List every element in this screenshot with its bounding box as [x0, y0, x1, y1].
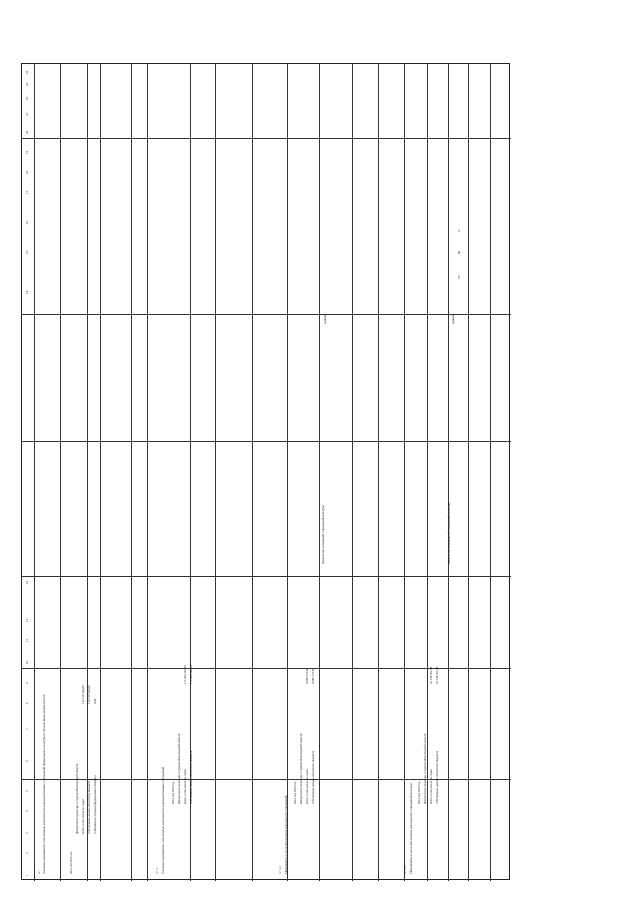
section-executor: Департамент культуры и туризма Вологодской области [299, 733, 303, 804]
column-rule [490, 64, 491, 881]
column-number: 16 [25, 220, 29, 224]
value: 113 294 146,00 [183, 665, 187, 684]
value: 112 149 346,00 [81, 685, 85, 704]
section-row-label: всего, в том числе по годам [183, 769, 187, 804]
column-number: 14 [25, 290, 29, 294]
value: 10 149 951,00 [429, 666, 433, 684]
rotated-table [21, 63, 510, 880]
section-period: 2014 год 2015 год [417, 781, 421, 804]
column-rule [87, 64, 88, 881]
column-number: 10 [25, 660, 29, 664]
column-number: 15 [25, 250, 29, 254]
column-number: 23 [25, 82, 29, 86]
column-rule [352, 64, 353, 881]
section-divider [22, 576, 511, 577]
section-divider [22, 138, 511, 139]
unit-text: единиц [451, 314, 455, 324]
section-number: 3.7.1 [155, 868, 159, 874]
section-number: 3.7.1.1 [278, 865, 282, 874]
column-number: 5 [25, 790, 29, 792]
column-rule [100, 64, 101, 881]
column-rule [147, 64, 148, 881]
section-divider [22, 314, 511, 315]
section-row-label: собственные доходы областного бюджета [435, 750, 439, 804]
column-number: 9 [25, 682, 29, 684]
indicator-text: Количество посещений учреждений культуры [321, 505, 325, 564]
section-executor: Департамент культуры и туризма Вологодской области [177, 733, 181, 804]
column-number: 8 [25, 702, 29, 704]
column-rule [60, 64, 61, 881]
column-number: 3 [25, 832, 29, 834]
column-number: 7 [25, 728, 29, 730]
column-rule [378, 64, 379, 881]
value: 8 089 375,00 [311, 668, 315, 684]
section-title: Мероприятие в части обеспечения деятельности учреждений культуры [409, 783, 413, 874]
value: 113 294 146,00 [189, 665, 193, 684]
column-number: 22 [25, 96, 29, 100]
value: 0,00 [93, 698, 97, 704]
column-number: 20 [25, 130, 29, 134]
section-row-label: всего, в том числе по годам [305, 769, 309, 804]
section-title: Мероприятие в части обеспечения деятельности учреждений [284, 795, 288, 874]
section-divider [22, 441, 511, 442]
section-period: 2014 год 2015 год [171, 781, 175, 804]
section-number: 3.7 [37, 870, 41, 874]
column-rule [404, 64, 405, 881]
section-row-label: собственные доходы областного бюджета [189, 750, 193, 804]
column-number: 6 [25, 760, 29, 762]
column-number: 18 [25, 170, 29, 174]
column-rule [131, 64, 132, 881]
column-number: 1 [25, 874, 29, 876]
column-number: 21 [25, 112, 29, 116]
column-number: 17 [25, 190, 29, 194]
section-row-label: всего, в том числе по годам [429, 769, 433, 804]
column-rule [215, 64, 216, 881]
column-rule [252, 64, 253, 881]
column-number: 19 [25, 150, 29, 154]
value: 10 149 951,00 [435, 666, 439, 684]
column-rule [468, 64, 469, 881]
column-number: 4 [25, 810, 29, 812]
column-rule [34, 64, 35, 881]
section-row-label: всего, в том числе по годам [81, 799, 85, 834]
unit-text: единиц [323, 314, 327, 324]
section-executor: Департамент культуры и туризма Вологодской области [75, 763, 79, 834]
column-number: 24 [25, 70, 29, 74]
section-number: 3.7.1.2 [403, 865, 407, 874]
section-executor: Департамент культуры и туризма Вологодской области [423, 733, 427, 804]
target-value: 80 [457, 251, 461, 254]
column-number: 2 [25, 852, 29, 854]
value: 8 089 375,00 [305, 668, 309, 684]
section-period: 2014 год 2015 год [293, 781, 297, 804]
indicator-text: Количество мероприятий учреждений культуры [447, 502, 451, 564]
target-value: 197 [457, 274, 461, 279]
column-number: 12 [25, 618, 29, 622]
section-row-label: собственные доходы областного бюджета [87, 780, 91, 834]
section-row-label: собственные доходы областного бюджета [311, 750, 315, 804]
value: 112 149 346,00 [87, 685, 91, 704]
section-title: Основное мероприятие. Обеспечение деятельности подведомственных учреждений Департамента культуры и туризма Вологодской области [42, 694, 46, 874]
section-row-label: субвенции и субсидии федерального бюджета [93, 775, 97, 834]
column-number: 11 [25, 638, 29, 642]
section-title: Основное мероприятие. Обеспечение деятельности подведомственных учреждений [161, 766, 165, 874]
section-period: 2014 год 2015 год [69, 851, 73, 874]
column-number: 13 [25, 580, 29, 584]
target-value: 27 [457, 229, 461, 232]
column-rule [319, 64, 320, 881]
